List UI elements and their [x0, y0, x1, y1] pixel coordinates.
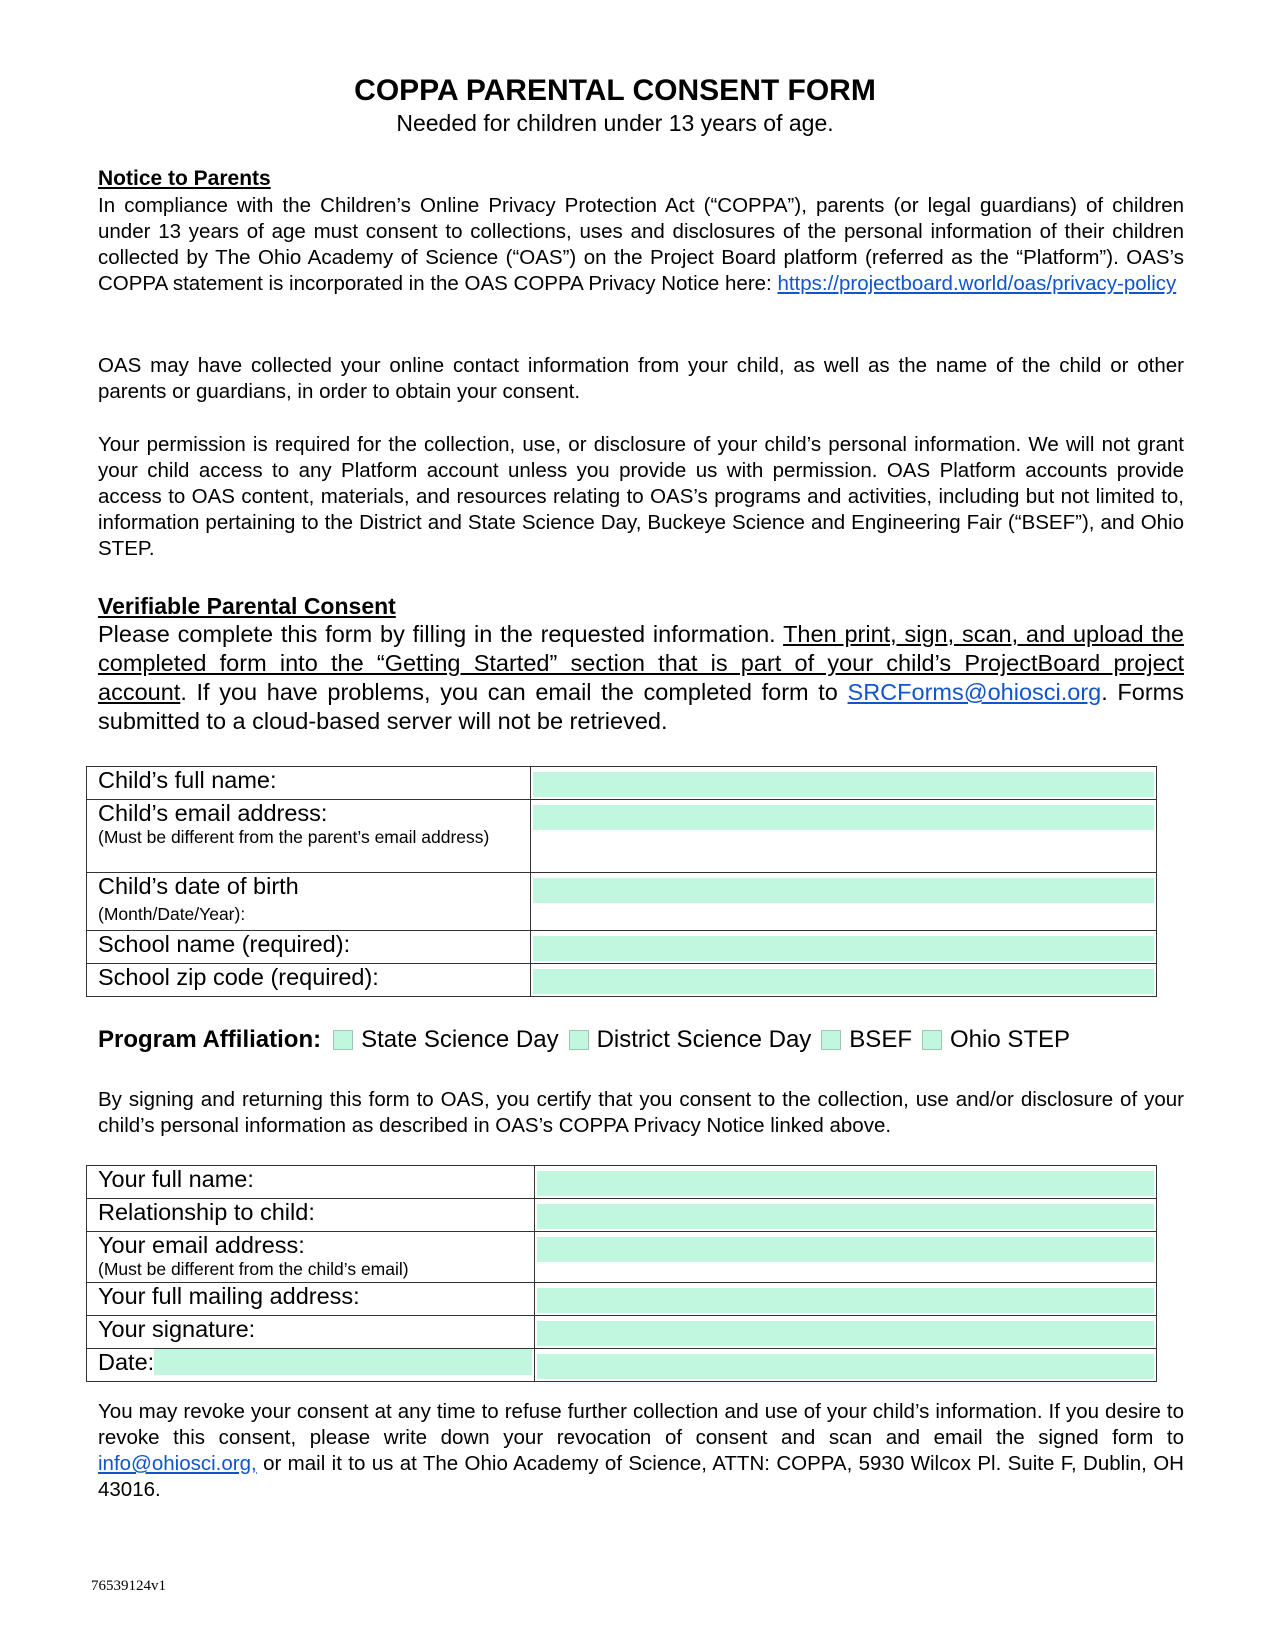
child-dob-note: (Month/Date/Year) [98, 904, 241, 924]
page-title: COPPA PARENTAL CONSENT FORM [354, 74, 876, 107]
parent-name-label: Your full name: [87, 1166, 535, 1199]
child-dob-colon: : [240, 904, 246, 924]
relationship-label: Relationship to child: [87, 1199, 535, 1232]
parent-info-table [86, 1165, 1157, 1382]
parent-email-field[interactable] [537, 1237, 1154, 1262]
mailing-address-label: Your full mailing address: [87, 1283, 535, 1316]
state-science-day-option: State Science Day [361, 1026, 559, 1053]
srcforms-email-link[interactable]: SRCForms@ohiosci.org [847, 679, 1102, 705]
consent-instructions-underlined: Then print, sign, scan, and upload the completed form into the “Getting Started” section that is part of your child’s ProjectBoard project account [98, 621, 1184, 705]
parent-name-field[interactable] [537, 1171, 1154, 1196]
child-email-label-cell [87, 800, 531, 873]
revoke-text-b: or mail it to us at The Ohio Academy of Science, ATTN: COPPA, 5930 Wilcox Pl. Suite F, Dublin, OH 43016. [98, 1452, 1184, 1501]
child-email-field[interactable] [533, 805, 1154, 830]
child-dob-label: Child’s date of birth [98, 873, 299, 899]
child-email-label: Child’s email address: [98, 800, 328, 826]
date-field[interactable] [537, 1354, 1154, 1379]
child-dob-note-wrap [98, 904, 530, 925]
consent-text-c: . Forms submitted to a cloud-based server will not be retrieved. [98, 679, 1185, 734]
child-dob-field[interactable] [533, 878, 1154, 903]
bsef-checkbox[interactable] [821, 1030, 841, 1050]
consent-text-b: . If you have problems, you can email the completed form to [180, 679, 848, 705]
notice-paragraph-1 [98, 193, 1184, 297]
school-name-label: School name (required): [87, 931, 531, 964]
notice-paragraph-1-text: In compliance with the Children’s Online Privacy Protection Act (“COPPA”), parents (or legal guardians) of children under 13 years of age must consent to collections, uses and disclosures of the personal information of their children collected by The Ohio Academy of Science (“OAS”) on the Project Board platform (referred as the “Platform”). OAS’s COPPA statement is incorporated in the OAS COPPA Privacy Notice here: [98, 194, 1184, 295]
mailing-address-field[interactable] [537, 1288, 1154, 1313]
school-zip-field[interactable] [533, 969, 1154, 994]
date-label-cell [87, 1349, 535, 1382]
revoke-text-a: You may revoke your consent at any time to refuse further collection and use of your child’s information. If you desire to revoke this consent, please write down your revocation of consent and scan and email the signed form to [98, 1400, 1184, 1449]
relationship-field[interactable] [537, 1204, 1154, 1229]
bsef-option: BSEF [849, 1026, 912, 1053]
consent-text-a: Please complete this form by filling in the requested information. [98, 621, 784, 647]
state-science-day-checkbox[interactable] [333, 1030, 353, 1050]
child-dob-label-cell [87, 873, 531, 931]
child-name-label: Child’s full name: [87, 767, 531, 800]
info-email-link[interactable]: info@ohiosci.org, [98, 1452, 257, 1475]
revoke-paragraph [98, 1399, 1184, 1503]
parent-email-label: Your email address: [98, 1232, 305, 1258]
ohio-step-option: Ohio STEP [949, 1026, 1071, 1053]
child-info-table [86, 766, 1157, 997]
signature-label: Your signature: [87, 1316, 535, 1349]
date-inline-field[interactable] [154, 1349, 532, 1375]
program-affiliation-label: Program Affiliation: [98, 1026, 322, 1053]
notice-paragraph-3: Your permission is required for the collection, use, or disclosure of your child’s personal information. We will not grant your child access to any Platform account unless you provide us with permission. OAS Platform accounts provide access to OAS content, materials, and resources relating to OAS’s programs and activities, including but not limited to, information pertaining to the District and State Science Day, Buckeye Science and Engineering Fair (“BSEF”), and Ohio STEP. [98, 433, 1184, 560]
notice-paragraph-2: OAS may have collected your online contact information from your child, as well as the name of the child or other parents or guardians, in order to obtain your consent. [98, 354, 1184, 403]
consent-heading: Verifiable Parental Consent [98, 593, 396, 619]
page-subtitle: Needed for children under 13 years of age. [396, 110, 834, 136]
privacy-policy-link[interactable]: https://projectboard.world/oas/privacy-policy [777, 272, 1177, 295]
consent-paragraph [98, 620, 1184, 736]
date-label: Date: [98, 1349, 155, 1375]
parent-email-note: (Must be different from the child’s email) [98, 1259, 409, 1279]
document-code: 76539124v1 [91, 1578, 166, 1594]
school-zip-label: School zip code (required): [87, 964, 531, 997]
district-science-day-checkbox[interactable] [569, 1030, 589, 1050]
school-name-field[interactable] [533, 936, 1154, 961]
child-email-note: (Must be different from the parent’s email address) [98, 827, 490, 847]
child-name-field[interactable] [533, 772, 1154, 797]
certify-paragraph: By signing and returning this form to OAS, you certify that you consent to the collection, use and/or disclosure of your child’s personal information as described in OAS’s COPPA Privacy Notice linked above. [98, 1088, 1184, 1137]
notice-heading: Notice to Parents [98, 167, 271, 190]
district-science-day-option: District Science Day [596, 1026, 812, 1053]
program-affiliation [98, 1024, 1076, 1056]
ohio-step-checkbox[interactable] [922, 1030, 942, 1050]
parent-email-label-cell [87, 1232, 535, 1283]
signature-field[interactable] [537, 1321, 1154, 1346]
